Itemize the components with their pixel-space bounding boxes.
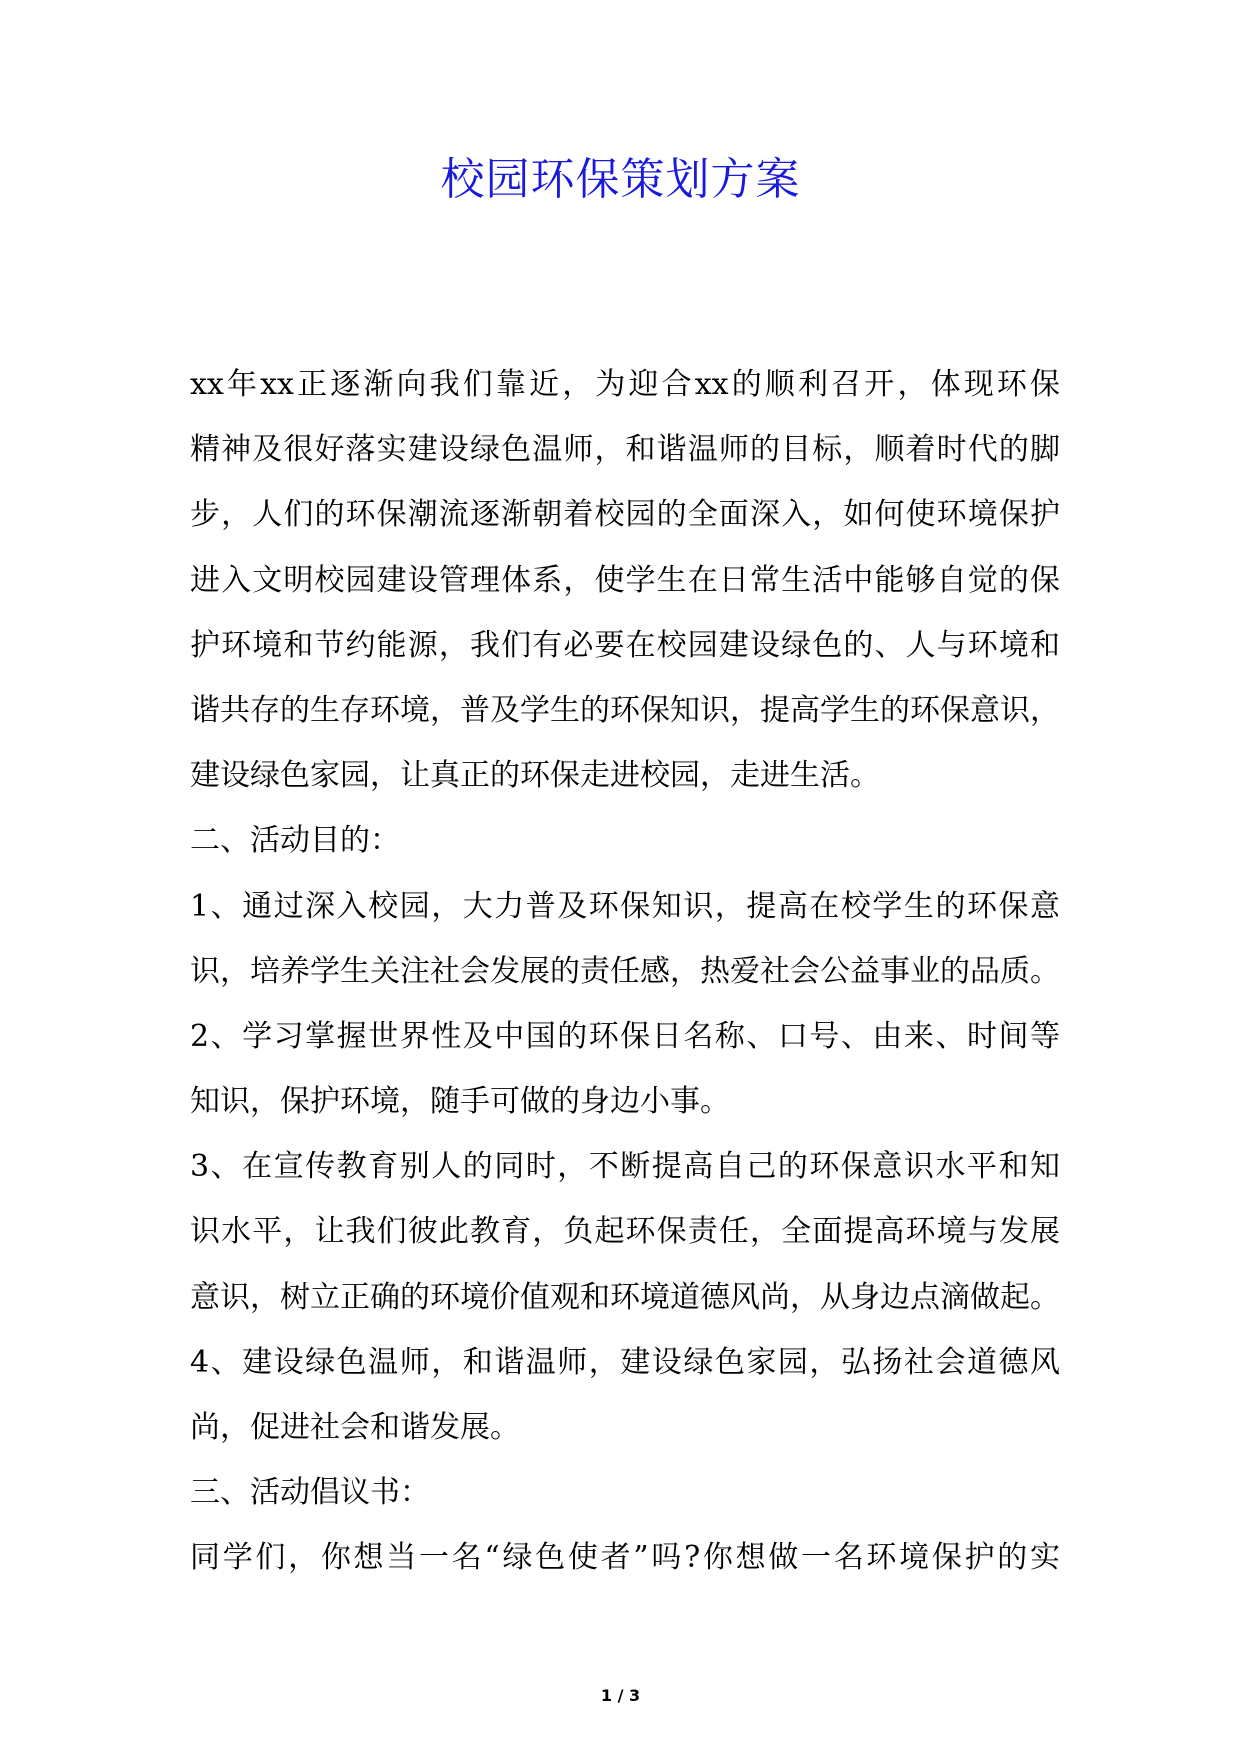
page-number: 1 / 3	[600, 1686, 641, 1705]
text-line: xx年xx正逐渐向我们靠近，为迎合xx的顺利召开，体现环保	[190, 367, 1060, 402]
text-line: 识，培养学生关注社会发展的责任感，热爱社会公益事业的品质。	[190, 953, 1060, 989]
text-line: 尚，促进社会和谐发展。	[190, 1410, 520, 1445]
document-title: 校园环保策划方案	[440, 154, 801, 205]
text-line: 三、活动倡议书：	[190, 1475, 430, 1511]
text-line: 建设绿色家园，让真正的环保走进校园，走进生活。	[190, 758, 880, 794]
text-line: 精神及很好落实建设绿色温师，和谐温师的目标，顺着时代的脚	[190, 432, 1060, 468]
text-line: 3、在宣传教育别人的同时，不断提高自己的环保意识水平和知	[190, 1149, 1060, 1185]
text-line: 2、学习掌握世界性及中国的环保日名称、口号、由来、时间等	[190, 1018, 1060, 1054]
text-line: 谐共存的生存环境，普及学生的环保知识，提高学生的环保意识，	[190, 692, 1060, 728]
text-line: 进入文明校园建设管理体系，使学生在日常生活中能够自觉的保	[190, 562, 1060, 598]
text-line: 识水平，让我们彼此教育，负起环保责任，全面提高环境与发展	[190, 1214, 1060, 1250]
text-line: 步，人们的环保潮流逐渐朝着校园的全面深入，如何使环境保护	[190, 497, 1060, 533]
document-body	[190, 352, 1060, 1591]
text-line: 1、通过深入校园，大力普及环保知识，提高在校学生的环保意	[190, 888, 1060, 924]
text-line: 知识，保护环境，随手可做的身边小事。	[190, 1084, 730, 1120]
text-line: 意识，树立正确的环境价值观和环境道德风尚，从身边点滴做起。	[190, 1279, 1060, 1315]
text-line: 同学们，你想当一名“绿色使者”吗?你想做一名环境保护的实	[190, 1540, 1060, 1576]
text-line: 二、活动目的：	[190, 823, 400, 859]
text-line: 护环境和节约能源，我们有必要在校园建设绿色的、人与环境和	[190, 627, 1060, 663]
text-line: 4、建设绿色温师，和谐温师，建设绿色家园，弘扬社会道德风	[190, 1344, 1060, 1380]
